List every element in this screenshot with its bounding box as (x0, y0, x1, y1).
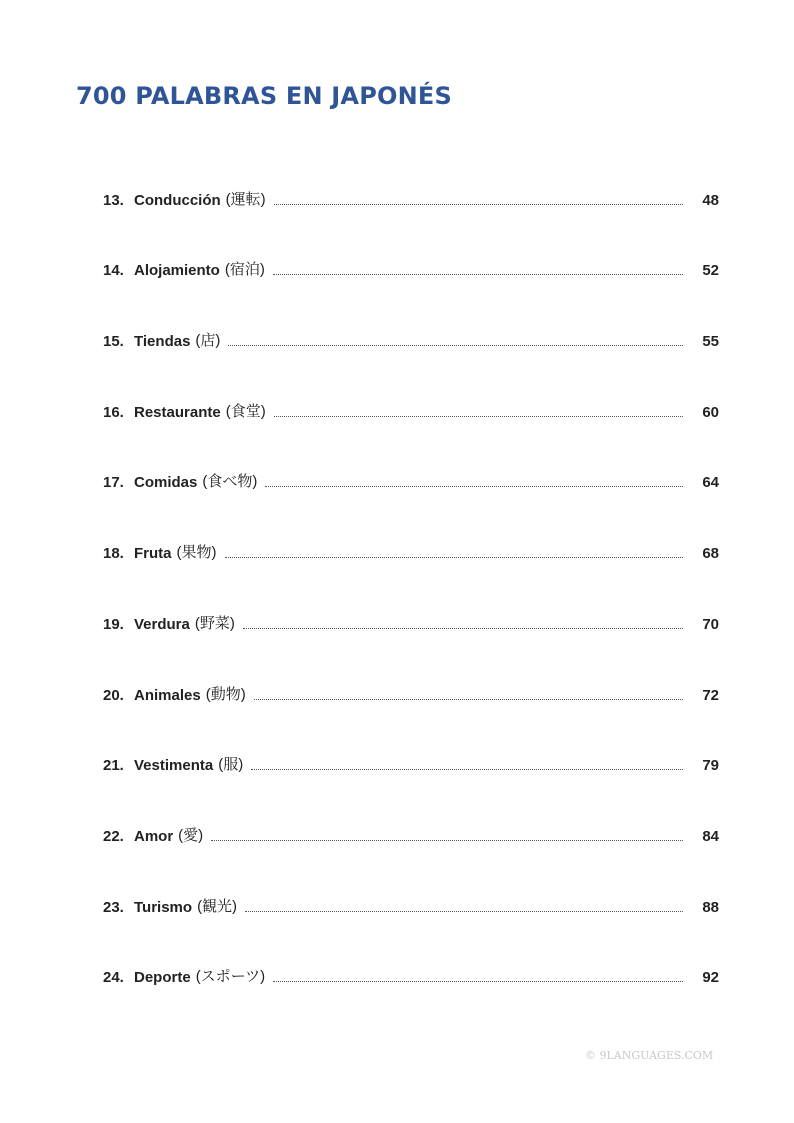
toc-entry-page-number: 79 (702, 757, 719, 775)
dot-leader (251, 768, 683, 770)
dot-leader (274, 415, 683, 417)
toc-entry[interactable] (103, 614, 719, 685)
toc-entry-number: 13. (103, 191, 124, 209)
toc-entry[interactable] (103, 331, 719, 402)
toc-entry-japanese: (愛) (178, 826, 204, 844)
toc-entry-number: 16. (103, 403, 124, 421)
toc-entry-title: Amor (134, 827, 174, 845)
dot-leader (245, 910, 683, 912)
toc-entry-japanese: (観光) (197, 897, 238, 915)
toc-entry-page-number: 64 (702, 474, 719, 492)
toc-entry[interactable] (103, 756, 719, 827)
toc-entry-japanese: (食堂) (225, 402, 266, 420)
toc-entry-page-number: 88 (702, 898, 719, 916)
toc-entry-page-number: 48 (702, 191, 719, 209)
toc-entry-page-number: 52 (702, 262, 719, 280)
toc-entry-japanese: (服) (218, 756, 244, 774)
toc-entry-number: 22. (103, 827, 124, 845)
toc-entry-number: 17. (103, 474, 124, 492)
dot-leader (273, 980, 683, 982)
toc-entry-japanese: (スポーツ) (195, 968, 266, 986)
dot-leader (274, 203, 683, 205)
toc-entry[interactable] (103, 402, 719, 473)
toc-entry-number: 14. (103, 262, 124, 280)
toc-entry-page-number: 92 (702, 969, 719, 987)
toc-entry-title: Restaurante (134, 403, 221, 421)
toc-entry-japanese: (宿泊) (224, 261, 265, 279)
copyright-footer: © 9LANGUAGES.COM (585, 1049, 714, 1062)
toc-entry-title: Alojamiento (134, 262, 220, 280)
toc-entry-title: Tiendas (134, 333, 191, 351)
toc-entry[interactable] (103, 473, 719, 544)
toc-entry-title: Deporte (134, 969, 191, 987)
toc-entry-japanese: (運転) (225, 190, 266, 208)
toc-entry-title: Vestimenta (134, 757, 214, 775)
toc-entry-number: 20. (103, 686, 124, 704)
toc-entry[interactable] (103, 968, 719, 1039)
toc-entry-japanese: (動物) (205, 685, 246, 703)
toc-entry-title: Turismo (134, 898, 193, 916)
toc-entry-page-number: 68 (702, 545, 719, 563)
toc-entry-title: Verdura (134, 615, 190, 633)
toc-entry-title: Comidas (134, 474, 198, 492)
toc-entry-japanese: (野菜) (194, 614, 235, 632)
toc-entry[interactable] (103, 685, 719, 756)
toc-entry-japanese: (食べ物) (202, 473, 258, 491)
page-title: 700 PALABRAS EN JAPONÉS (76, 82, 452, 110)
toc-entry-page-number: 70 (702, 615, 719, 633)
toc-entry-number: 24. (103, 969, 124, 987)
toc-entry-page-number: 72 (702, 686, 719, 704)
toc-entry-page-number: 84 (702, 827, 719, 845)
toc-entry-page-number: 55 (702, 333, 719, 351)
toc-entry[interactable] (103, 543, 719, 614)
toc-entry[interactable] (103, 261, 719, 332)
dot-leader (265, 485, 683, 487)
dot-leader (243, 627, 683, 629)
dot-leader (254, 698, 683, 700)
table-of-contents (103, 190, 719, 1038)
toc-entry-number: 19. (103, 615, 124, 633)
dot-leader (211, 839, 683, 841)
toc-entry-number: 21. (103, 757, 124, 775)
toc-entry-number: 18. (103, 545, 124, 563)
toc-entry-page-number: 60 (702, 403, 719, 421)
toc-entry-japanese: (店) (195, 332, 221, 350)
toc-entry-japanese: (果物) (176, 544, 217, 562)
dot-leader (273, 273, 683, 275)
toc-entry[interactable] (103, 826, 719, 897)
toc-entry-title: Conducción (134, 191, 221, 209)
dot-leader (225, 556, 684, 558)
toc-entry-number: 23. (103, 898, 124, 916)
toc-entry-title: Animales (134, 686, 201, 704)
dot-leader (228, 344, 683, 346)
toc-entry[interactable] (103, 190, 719, 261)
toc-entry[interactable] (103, 897, 719, 968)
toc-entry-number: 15. (103, 333, 124, 351)
toc-entry-title: Fruta (134, 545, 172, 563)
